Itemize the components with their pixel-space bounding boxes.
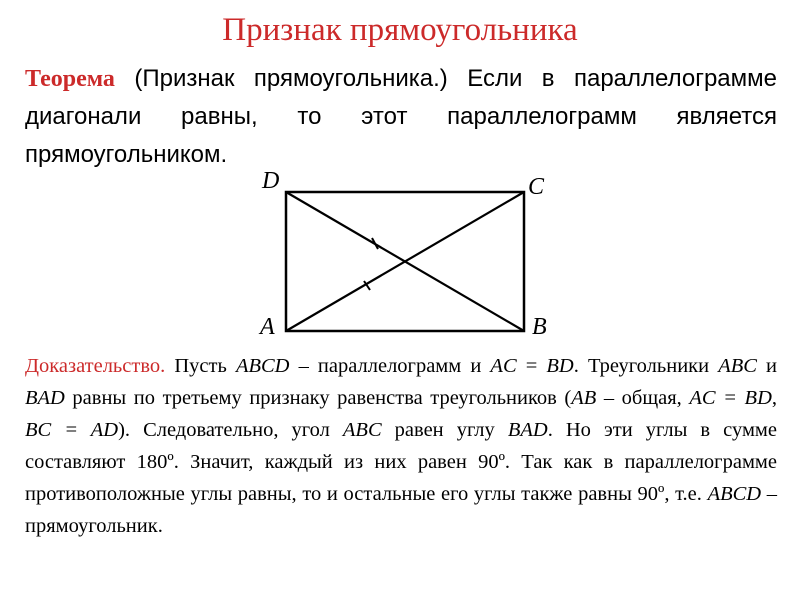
proof-var: AC (490, 355, 517, 377)
proof-var: ABC (718, 355, 757, 377)
proof-var: ABCD (235, 355, 290, 377)
label-a: A (260, 314, 275, 340)
proof-text: ). Следовательно, угол (118, 419, 343, 441)
proof-label: Доказательство. (25, 355, 166, 377)
theorem-text: (Признак прямоугольника.) Если в параллелограмме диагонали равны, то этот параллелограмм является прямоугольником. (25, 65, 777, 168)
label-b: B (532, 314, 547, 340)
proof-text: и (756, 355, 777, 377)
proof-text: равны по третьему признаку равенства треугольников ( (64, 387, 572, 409)
theorem-statement (25, 60, 777, 174)
label-d: D (262, 170, 280, 194)
proof-var: AC = BD (689, 387, 772, 409)
proof-text: . Но эти углы в сумме составляют 180º. Значит, каждый из них равен 90º. Так как в параллелограмме противоположные углы равны, то и остальные его углы также равны 90º, т.е. (25, 419, 777, 505)
rectangle-figure (250, 170, 570, 345)
label-c: C (528, 174, 545, 200)
proof-text: равен углу (381, 419, 508, 441)
proof-text: . Треугольники (573, 355, 719, 377)
proof-var: BD (546, 355, 574, 377)
proof-var: BAD (507, 419, 548, 441)
proof-text: = (516, 355, 547, 377)
proof-var: BAD (25, 387, 65, 409)
proof-text: – параллелограмм и (289, 355, 491, 377)
proof-var: BC = AD (25, 419, 119, 441)
page-title: Признак прямоугольника (222, 12, 578, 48)
proof-var: ABC (342, 419, 382, 441)
theorem-label: Теорема (25, 66, 115, 92)
proof-paragraph (25, 350, 777, 542)
proof-text: – прямоугольник. (25, 483, 777, 537)
proof-var: AB (571, 387, 597, 409)
proof-var: ABCD (707, 483, 762, 505)
proof-text: – общая, (596, 387, 690, 409)
proof-text: , (771, 387, 777, 409)
proof-text: Пусть (165, 355, 236, 377)
